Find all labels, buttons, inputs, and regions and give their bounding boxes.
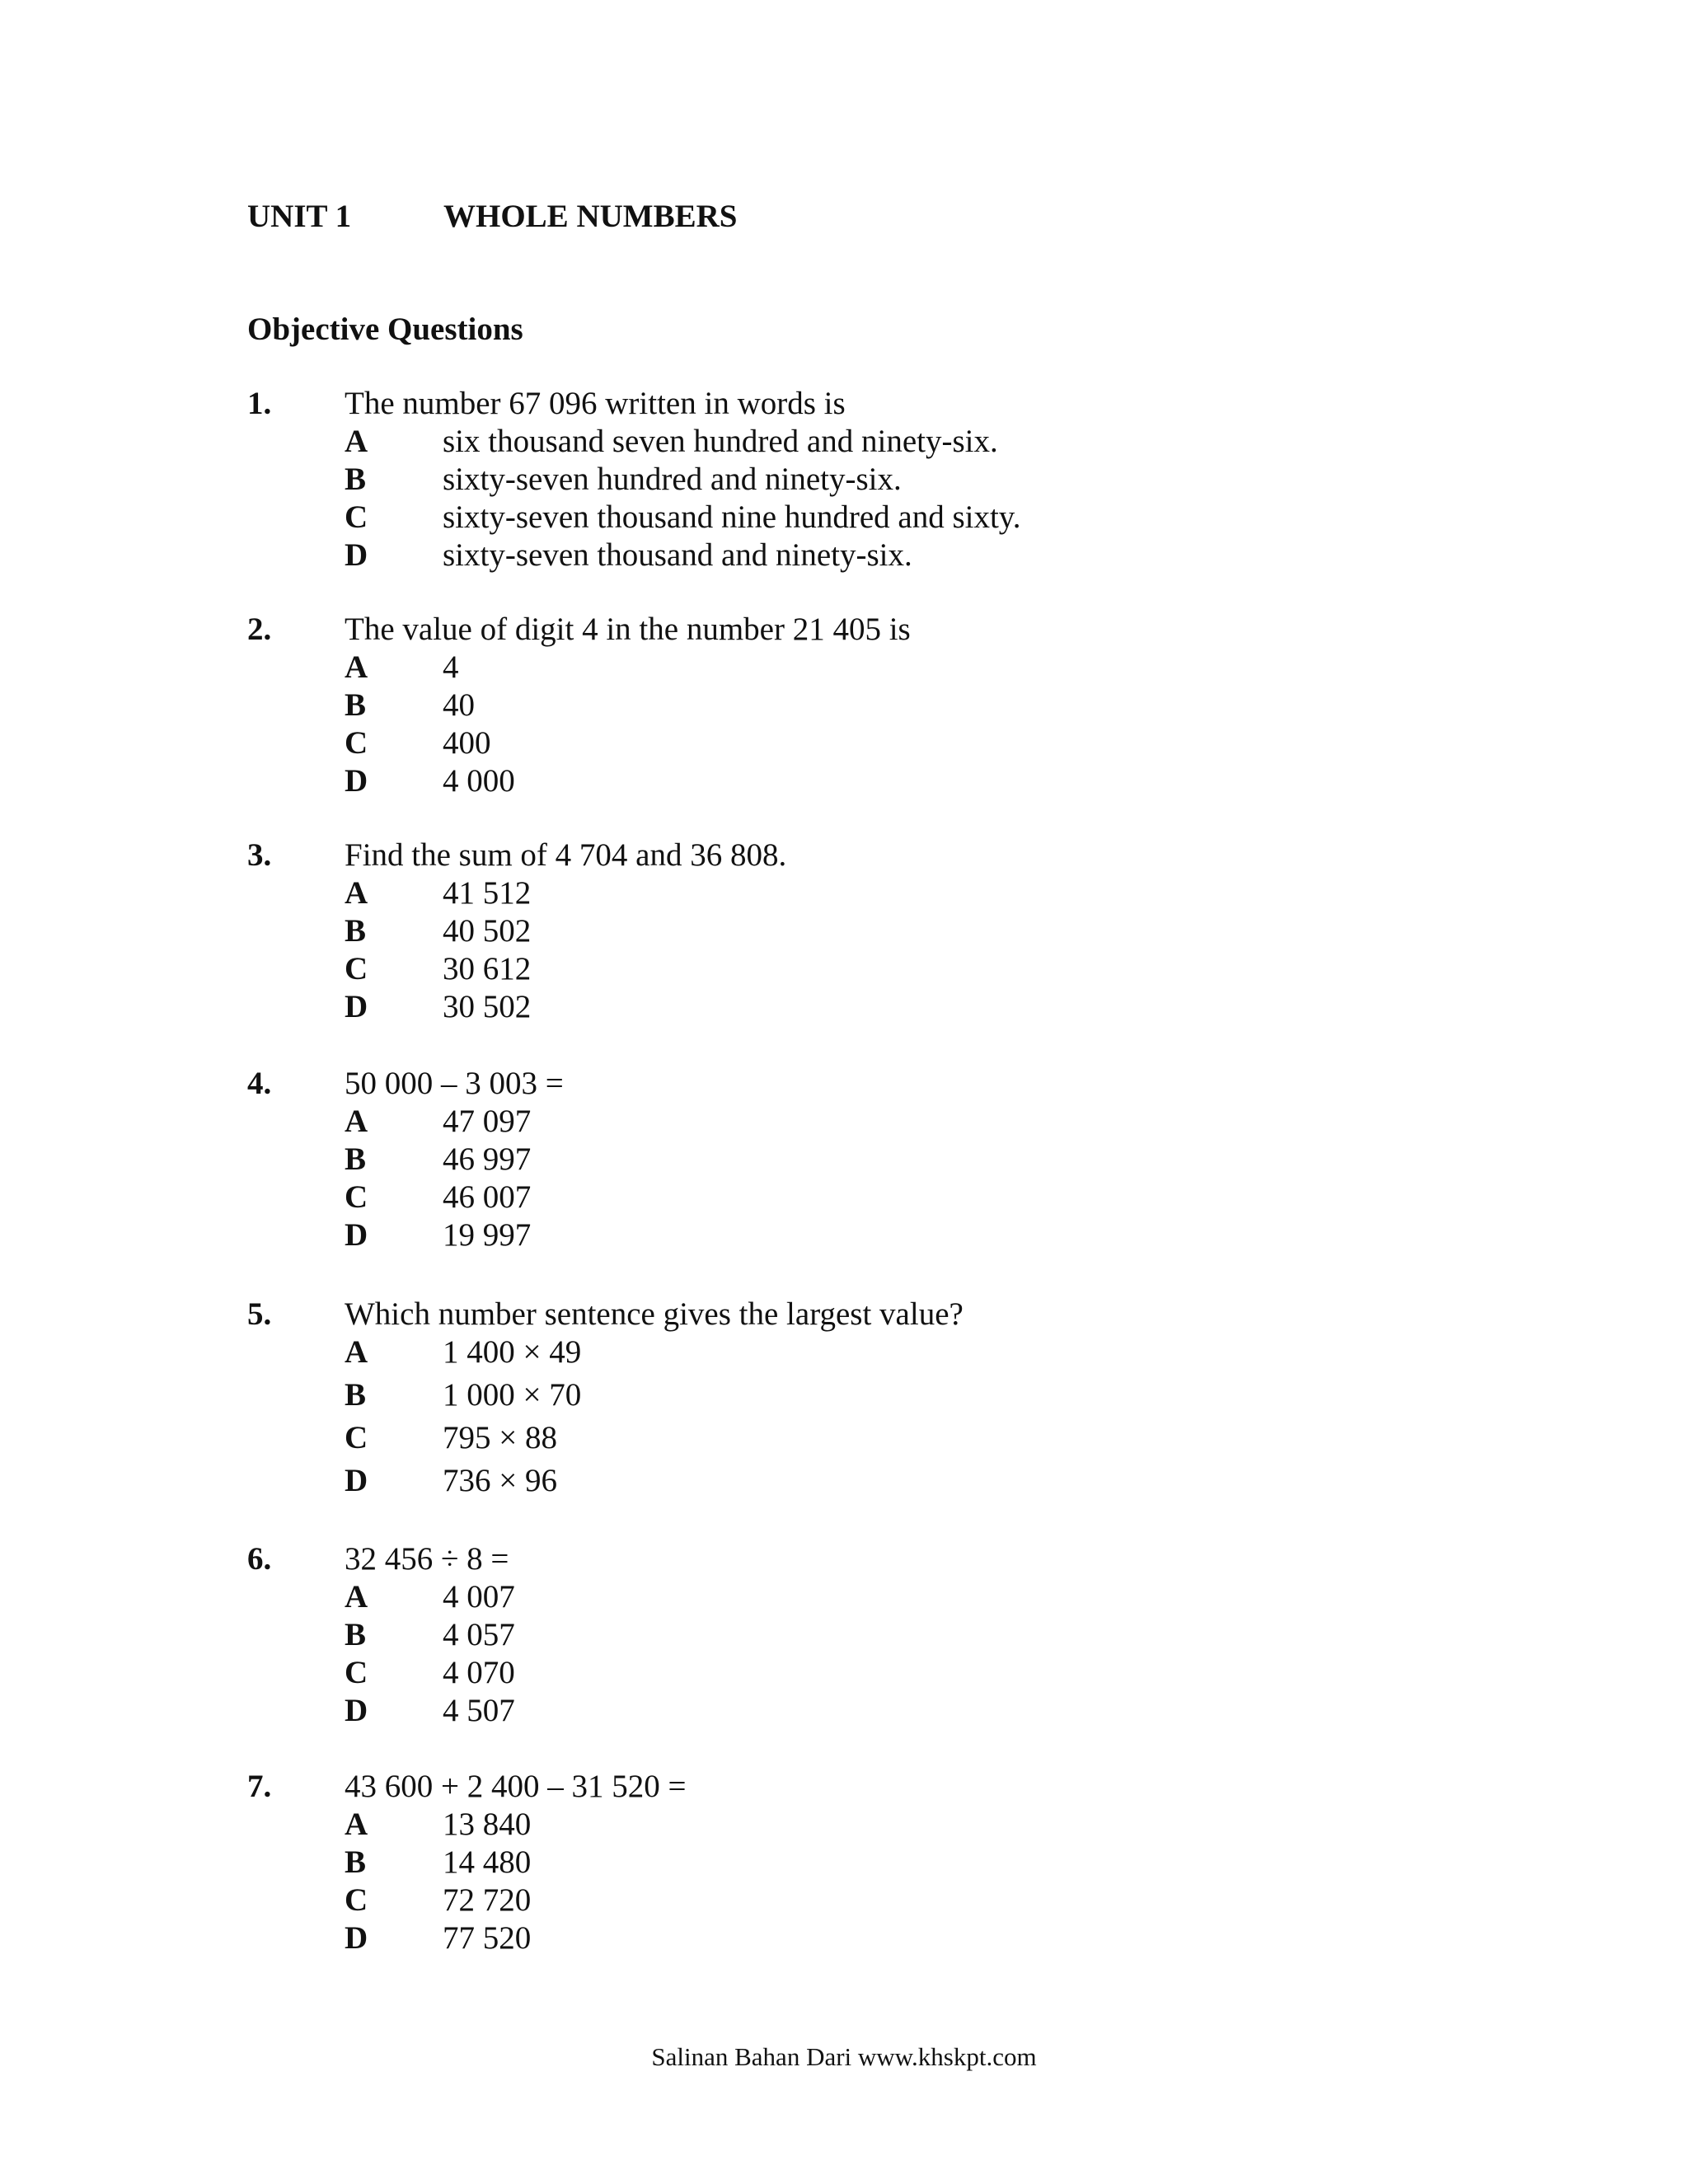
question-number: 4. (247, 1066, 272, 1101)
option-letter: A (345, 424, 368, 459)
question-number: 7. (247, 1769, 272, 1804)
option-letter: C (345, 1420, 368, 1455)
option-letter: B (345, 1617, 367, 1652)
option-letter: B (345, 1377, 367, 1413)
option-letter: D (345, 1463, 368, 1498)
option-text: 13 840 (443, 1807, 532, 1842)
option-letter: C (345, 951, 368, 987)
option-letter: B (345, 687, 367, 723)
question-stem: 50 000 – 3 003 = (345, 1066, 564, 1101)
option-text: 40 (443, 687, 475, 723)
question-stem: The number 67 096 written in words is (345, 386, 846, 421)
option-text: 4 507 (443, 1693, 515, 1728)
page-footer: Salinan Bahan Dari www.khskpt.com (651, 2042, 1037, 2071)
option-letter: C (345, 1179, 368, 1215)
option-text: 4 070 (443, 1655, 515, 1690)
option-letter: D (345, 1693, 368, 1728)
section-title: Objective Questions (247, 312, 523, 347)
question-stem: Which number sentence gives the largest value? (345, 1296, 964, 1332)
option-letter: B (345, 1141, 367, 1177)
option-letter: A (345, 1807, 368, 1842)
option-letter: A (345, 1579, 368, 1615)
question-stem: The value of digit 4 in the number 21 405 is (345, 612, 911, 647)
question-number: 3. (247, 837, 272, 873)
option-letter: A (345, 1334, 368, 1370)
option-text: 47 097 (443, 1104, 532, 1139)
option-text: 72 720 (443, 1882, 532, 1918)
option-letter: D (345, 1217, 368, 1253)
option-text: six thousand seven hundred and ninety-six. (443, 424, 998, 459)
option-text: sixty-seven hundred and ninety-six. (443, 462, 902, 497)
option-text: 400 (443, 725, 491, 761)
option-text: sixty-seven thousand nine hundred and sixty. (443, 499, 1021, 535)
option-text: 77 520 (443, 1920, 532, 1956)
option-letter: D (345, 763, 368, 799)
option-letter: C (345, 725, 368, 761)
option-text: 30 612 (443, 951, 532, 987)
option-letter: C (345, 1882, 368, 1918)
option-text: 46 007 (443, 1179, 532, 1215)
option-text: 19 997 (443, 1217, 532, 1253)
option-text: 41 512 (443, 875, 532, 911)
option-text: 14 480 (443, 1844, 532, 1880)
option-text: 736 × 96 (443, 1463, 557, 1498)
option-letter: C (345, 499, 368, 535)
option-text: 4 007 (443, 1579, 515, 1615)
unit-header (247, 196, 737, 237)
option-letter: C (345, 1655, 368, 1690)
question-number: 1. (247, 386, 272, 421)
question-number: 6. (247, 1541, 272, 1577)
option-text: 30 502 (443, 989, 532, 1024)
option-text: 1 400 × 49 (443, 1334, 582, 1370)
unit-number: UNIT 1 (247, 199, 352, 234)
option-text: sixty-seven thousand and ninety-six. (443, 537, 912, 573)
option-letter: B (345, 462, 367, 497)
option-letter: A (345, 1104, 368, 1139)
option-text: 4 (443, 649, 459, 685)
unit-title: WHOLE NUMBERS (443, 199, 738, 234)
option-letter: B (345, 1844, 367, 1880)
option-letter: A (345, 649, 368, 685)
option-text: 40 502 (443, 913, 532, 949)
option-text: 4 000 (443, 763, 515, 799)
option-text: 795 × 88 (443, 1420, 557, 1455)
option-letter: D (345, 537, 368, 573)
option-letter: D (345, 1920, 368, 1956)
question-number: 2. (247, 612, 272, 647)
option-text: 46 997 (443, 1141, 532, 1177)
question-stem: 32 456 ÷ 8 = (345, 1541, 509, 1577)
option-text: 1 000 × 70 (443, 1377, 582, 1413)
option-letter: B (345, 913, 367, 949)
question-number: 5. (247, 1296, 272, 1332)
question-stem: Find the sum of 4 704 and 36 808. (345, 837, 787, 873)
option-letter: D (345, 989, 368, 1024)
option-letter: A (345, 875, 368, 911)
option-text: 4 057 (443, 1617, 515, 1652)
question-stem: 43 600 + 2 400 – 31 520 = (345, 1769, 687, 1804)
